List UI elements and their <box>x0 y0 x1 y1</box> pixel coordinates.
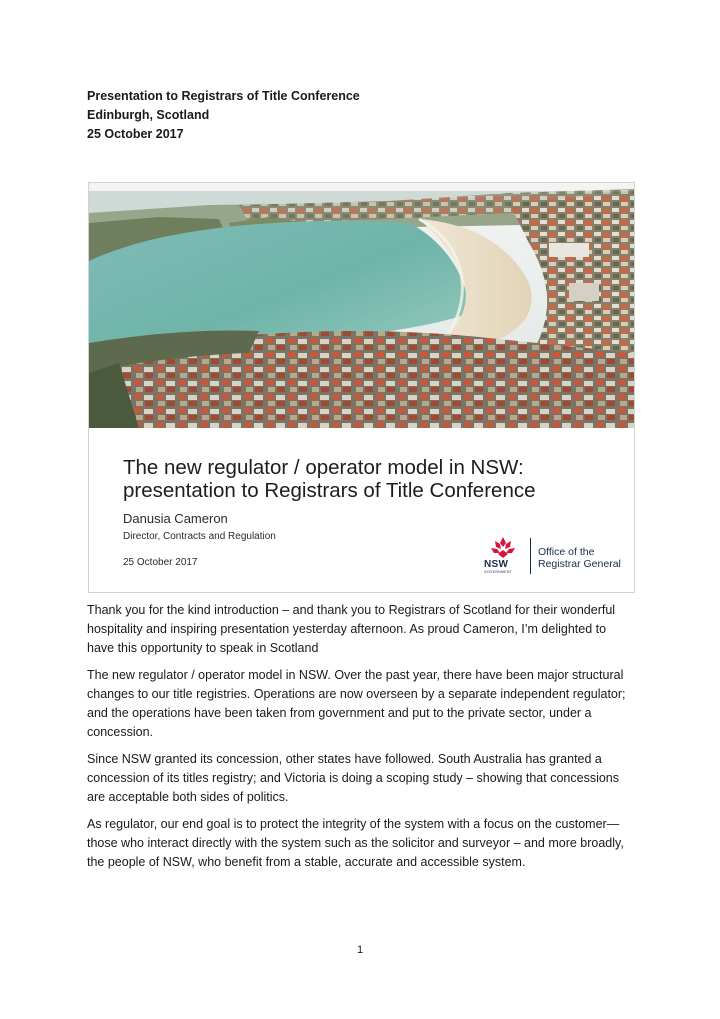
nsw-registrar-logo <box>482 535 622 575</box>
logo-divider <box>530 538 531 574</box>
nsw-wordmark: NSW <box>484 559 509 570</box>
paragraph: As regulator, our end goal is to protect the integrity of the system with a focus on the customer—those who interact directly with the system such as the solicitor and surveyor – and more broadly, the people of NSW, who benefit from a stable, accurate and accessible system. <box>87 817 624 869</box>
paragraph: Thank you for the kind introduction – and thank you to Registrars of Scotland for their wonderful hospitality and inspiring presentation yesterday afternoon. As proud Cameron, I’m delighted to have this opportunity to speak in Scotland <box>87 603 616 655</box>
slide-title <box>123 456 603 502</box>
body-text <box>87 601 635 880</box>
paragraph: Since NSW granted its concession, other states have followed. South Australia has granted a concession of its titles registry; and Victoria is doing a scoping study – showing that concessions are acceptable both sides of politics. <box>87 752 619 804</box>
slide-title-line-2: presentation to Registrars of Title Conference <box>123 479 536 502</box>
nsw-government-text: GOVERNMENT <box>484 570 513 574</box>
slide-title-line-1: The new regulator / operator model in NSW: <box>123 456 524 479</box>
presenter-role: Director, Contracts and Regulation <box>123 531 276 542</box>
presenter-name: Danusia Cameron <box>123 511 228 526</box>
waratah-icon <box>488 535 518 559</box>
header-date: 25 October 2017 <box>87 127 184 141</box>
logo-org-line-2: Registrar General <box>538 558 621 570</box>
header-conference: Presentation to Registrars of Title Conference <box>87 89 360 103</box>
header-location: Edinburgh, Scotland <box>87 108 210 122</box>
logo-org-line-1: Office of the <box>538 546 595 558</box>
beach-aerial-photo <box>89 183 634 428</box>
slide-date: 25 October 2017 <box>123 557 198 568</box>
logo-organisation <box>538 546 621 570</box>
title-slide <box>88 182 635 593</box>
paragraph: The new regulator / operator model in NSW. Over the past year, there have been major structural changes to our title registries. Operations are now overseen by a separate independent regulator; and the operations have been taken from government and put to the private sector, under a concession. <box>87 668 626 739</box>
page-number: 1 <box>356 944 364 956</box>
document-header <box>87 87 360 144</box>
